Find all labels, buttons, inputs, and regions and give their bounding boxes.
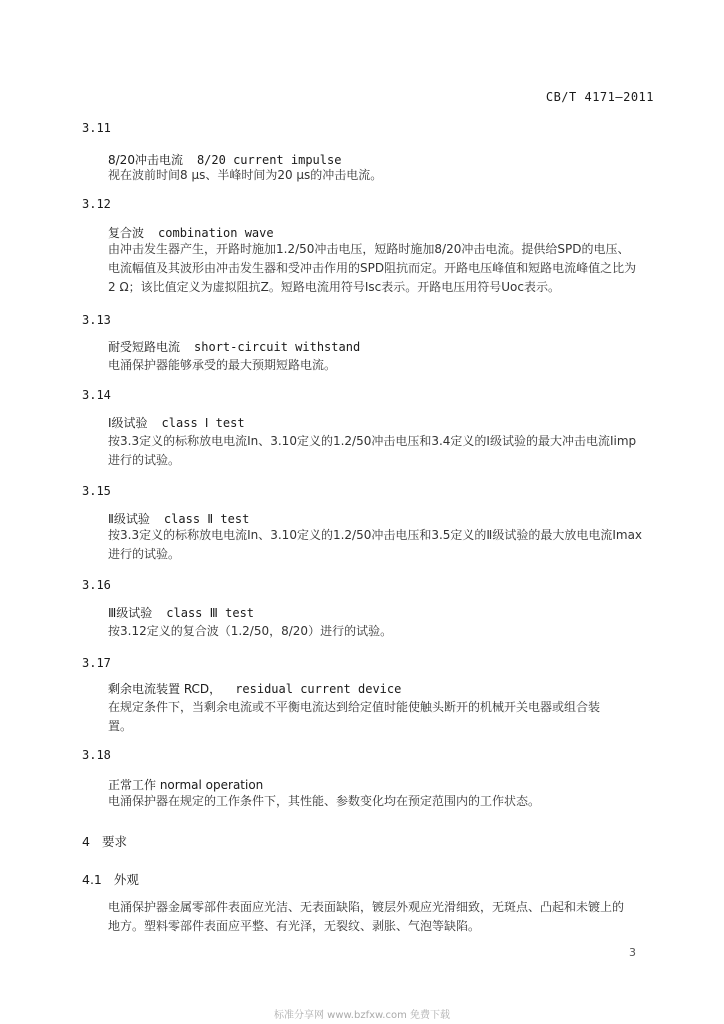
term-english: residual current device bbox=[235, 682, 402, 696]
term-english: class Ⅰ test bbox=[161, 416, 245, 430]
term-chinese: 正常工作 normal operation bbox=[108, 778, 264, 792]
term-title bbox=[108, 338, 360, 355]
definition-line: 进行的试验。 bbox=[108, 453, 181, 467]
term-chinese: Ⅱ级试验 bbox=[108, 512, 150, 526]
term-chinese: Ⅰ级试验 bbox=[108, 416, 148, 430]
clause-number: 3.11 bbox=[82, 121, 111, 135]
term-title bbox=[108, 510, 249, 527]
section-heading bbox=[82, 832, 127, 850]
definition-line: 按3.12定义的复合波（1.2/50，8/20）进行的试验。 bbox=[108, 624, 393, 638]
clause-number: 3.14 bbox=[82, 388, 111, 402]
definition-line: 视在波前时间8 μs、半峰时间为20 μs的冲击电流。 bbox=[108, 168, 383, 182]
term-definition bbox=[108, 622, 653, 641]
term-definition bbox=[108, 166, 653, 185]
term-definition bbox=[108, 526, 653, 564]
term-chinese: Ⅲ级试验 bbox=[108, 606, 153, 620]
term-title bbox=[108, 680, 401, 697]
definition-line: 电涌保护器在规定的工作条件下，其性能、参数变化均在预定范围内的工作状态。 bbox=[108, 794, 541, 808]
subsection-body bbox=[108, 898, 653, 936]
term-english: class Ⅲ test bbox=[166, 606, 255, 620]
definition-line: 由冲击发生器产生，开路时施加1.2/50冲击电压，短路时施加8/20冲击电流。提供给SPD的电压、 bbox=[108, 242, 630, 256]
term-title bbox=[108, 776, 263, 793]
term-chinese: 耐受短路电流 bbox=[108, 340, 181, 354]
definition-line: 按3.3定义的标称放电电流In、3.10定义的1.2/50冲击电压和3.5定义的Ⅱ级试验的最大放电电流Imax bbox=[108, 528, 643, 542]
term-title bbox=[108, 414, 245, 431]
term-definition bbox=[108, 792, 653, 811]
definition-line: 2 Ω；该比值定义为虚拟阻抗Z。短路电流用符号Isc表示。开路电压用符号Uoc表示。 bbox=[108, 280, 560, 294]
term-chinese: 8/20冲击电流 bbox=[108, 153, 183, 167]
definition-line: 电涌保护器能够承受的最大预期短路电流。 bbox=[108, 358, 337, 372]
section-number: 4 bbox=[82, 834, 90, 849]
body-line: 电涌保护器金属零部件表面应光洁、无表面缺陷，镀层外观应光滑细致，无斑点、凸起和未镀上的 bbox=[108, 900, 625, 914]
clause-number: 3.16 bbox=[82, 578, 111, 592]
term-chinese: 复合波 bbox=[108, 226, 145, 240]
term-english: short-circuit withstand bbox=[194, 340, 361, 354]
document-id: CB/T 4171—2011 bbox=[545, 90, 654, 104]
subsection-number: 4.1 bbox=[82, 872, 102, 887]
term-title bbox=[108, 604, 254, 621]
definition-line: 置。 bbox=[108, 719, 133, 733]
clause-number: 3.18 bbox=[82, 748, 111, 762]
term-english: 8/20 current impulse bbox=[196, 153, 342, 167]
body-line: 地方。塑料零部件表面应平整、有光泽，无裂纹、剥胀、气泡等缺陷。 bbox=[108, 919, 481, 933]
definition-line: 电流幅值及其波形由冲击发生器和受冲击作用的SPD阻抗而定。开路电压峰值和短路电流峰值之比为 bbox=[108, 261, 637, 275]
term-title bbox=[108, 224, 274, 241]
subsection-heading bbox=[82, 870, 139, 888]
term-definition bbox=[108, 240, 653, 297]
clause-number: 3.13 bbox=[82, 313, 111, 327]
definition-line: 按3.3定义的标称放电电流In、3.10定义的1.2/50冲击电压和3.4定义的Ⅰ级试验的最大冲击电流Iimp bbox=[108, 434, 637, 448]
term-definition bbox=[108, 698, 653, 736]
term-definition bbox=[108, 356, 653, 375]
clause-number: 3.12 bbox=[82, 197, 111, 211]
definition-line: 进行的试验。 bbox=[108, 547, 181, 561]
term-english: class Ⅱ test bbox=[163, 512, 250, 526]
page-number: 3 bbox=[629, 946, 636, 959]
clause-number: 3.15 bbox=[82, 484, 111, 498]
term-english: combination wave bbox=[158, 226, 274, 240]
definition-line: 在规定条件下，当剩余电流或不平衡电流达到给定值时能使触头断开的机械开关电器或组合装 bbox=[108, 700, 601, 714]
clause-number: 3.17 bbox=[82, 656, 111, 670]
term-definition bbox=[108, 432, 653, 470]
footer-watermark: 标准分享网 www.bzfxw.com 免费下载 bbox=[274, 1010, 450, 1021]
subsection-title: 外观 bbox=[113, 872, 139, 887]
section-title: 要求 bbox=[101, 834, 127, 849]
term-chinese: 剩余电流装置 RCD， bbox=[108, 682, 222, 696]
